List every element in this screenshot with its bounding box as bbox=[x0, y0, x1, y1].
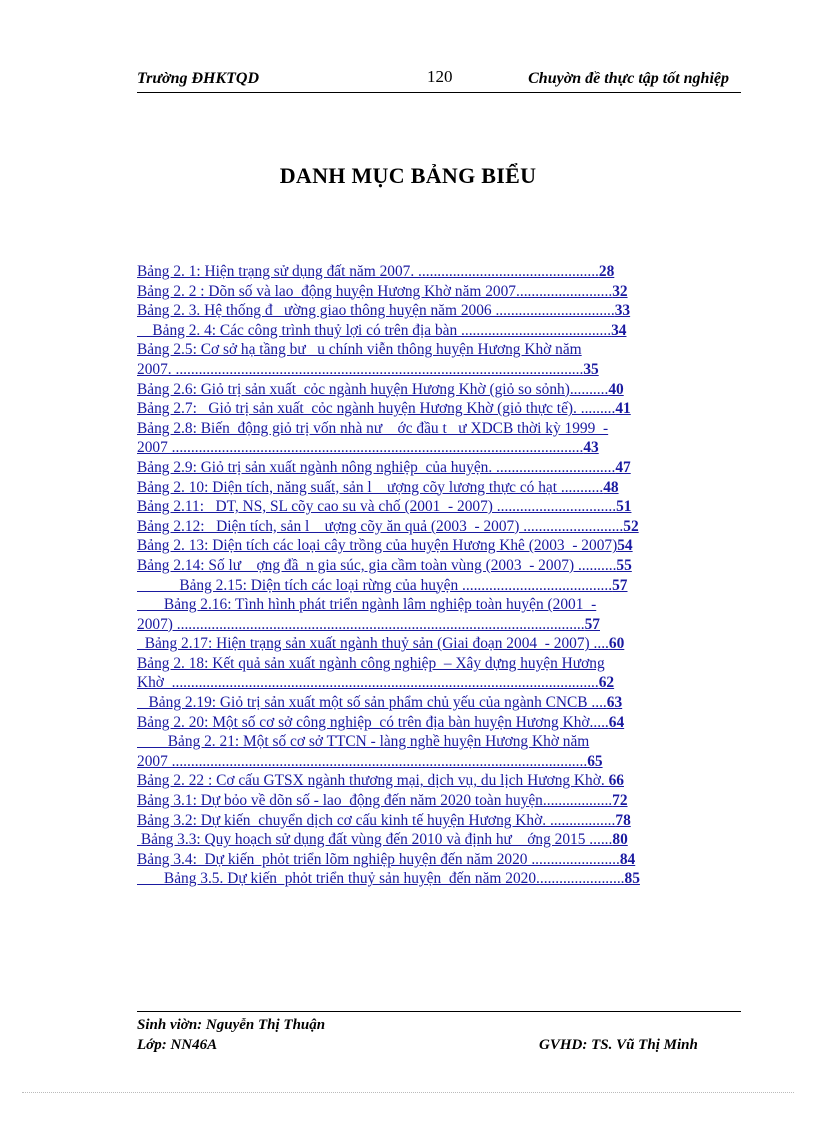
toc-entry-text: Bảng 2. 20: Một số cơ sở công nghiệp có trên địa bàn huyện Hương Khờ..... bbox=[137, 713, 609, 731]
toc-entry-page-number: 62 bbox=[598, 674, 615, 692]
toc-entry-page-number: 40 bbox=[608, 380, 624, 398]
toc-entry-text: 2007 ........................................................................................................... bbox=[137, 439, 584, 457]
table-of-tables bbox=[137, 262, 747, 889]
toc-entry-text: Bảng 3.2: Dự kiến chuyển dịch cơ cấu kinh tế huyện Hương Khờ. ................. bbox=[137, 811, 616, 829]
toc-entry-link[interactable] bbox=[137, 301, 747, 321]
toc-entry-link[interactable] bbox=[137, 869, 747, 889]
student-name: Sinh viờn: Nguyễn Thị Thuận bbox=[137, 1017, 326, 1033]
toc-entry-page-number: 84 bbox=[619, 850, 636, 868]
document-type: Chuyờn đề thực tập tốt nghiệp bbox=[528, 70, 729, 87]
toc-entry-link[interactable] bbox=[137, 399, 747, 419]
toc-entry-text: Bảng 2. 4: Các công trình thuỷ lợi có trên địa bàn ....................................... bbox=[137, 321, 612, 339]
toc-entry-text: Bảng 2. 18: Kết quả sản xuất ngành công nghiệp – Xây dựng huyện Hương bbox=[137, 654, 605, 672]
toc-entry-text: Bảng 2. 21: Một số cơ sở TTCN - làng nghề huyện Hương Khờ năm bbox=[137, 733, 590, 751]
toc-entry-page-number: 85 bbox=[624, 870, 640, 888]
toc-entry-link[interactable] bbox=[137, 811, 747, 831]
toc-entry-link[interactable] bbox=[137, 752, 747, 772]
toc-entry-page-number: 66 bbox=[608, 772, 624, 790]
toc-entry-link[interactable] bbox=[137, 693, 747, 713]
toc-entry-text: Bảng 3.4: Dự kiến phỏt triển lõm nghiệp huyện đến năm 2020 ....................... bbox=[137, 850, 620, 868]
toc-entry-link[interactable] bbox=[137, 615, 747, 635]
toc-entry-link[interactable] bbox=[137, 673, 747, 693]
toc-entry-page-number: 80 bbox=[612, 831, 628, 849]
toc-entry-text: Bảng 2. 22 : Cơ cấu GTSX ngành thương mại, dịch vụ, du lịch Hương Khờ. bbox=[137, 772, 609, 790]
toc-entry-text: Bảng 2.12: Diện tích, sản l ượng cõy ăn quả (2003 - 2007) .......................... bbox=[137, 517, 624, 535]
toc-entry-page-number: 32 bbox=[612, 282, 628, 300]
toc-entry-text: Bảng 3.3: Quy hoạch sử dụng đất vùng đến 2010 và định hư ớng 2015 ...... bbox=[137, 831, 613, 849]
toc-entry-page-number: 47 bbox=[615, 458, 631, 476]
toc-entry-text: Bảng 2. 2 : Dõn số và lao động huyện Hương Khờ năm 2007......................... bbox=[137, 282, 613, 300]
toc-entry-link[interactable] bbox=[137, 576, 747, 596]
toc-entry-text: Bảng 2.15: Diện tích các loại rừng của huyện ....................................... bbox=[137, 576, 613, 594]
toc-entry-page-number: 35 bbox=[583, 360, 599, 378]
toc-entry-link[interactable] bbox=[137, 478, 747, 498]
toc-entry-page-number: 78 bbox=[615, 811, 631, 829]
toc-entry-link[interactable] bbox=[137, 850, 747, 870]
toc-entry-page-number: 54 bbox=[617, 537, 633, 555]
toc-entry-link[interactable] bbox=[137, 321, 747, 341]
toc-entry-page-number: 43 bbox=[583, 439, 599, 457]
toc-entry-text: Bảng 2.11: DT, NS, SL cõy cao su và chố (2001 - 2007) ............................... bbox=[137, 498, 617, 516]
toc-entry-text: Bảng 2.19: Giỏ trị sản xuất một số sản phẩm chủ yếu của ngành CNCB .... bbox=[137, 694, 607, 712]
toc-entry-page-number: 33 bbox=[614, 302, 631, 320]
toc-entry-page-number: 72 bbox=[612, 792, 628, 810]
toc-entry-text: 2007 ............................................................................................................ bbox=[137, 752, 588, 770]
toc-entry-page-number: 51 bbox=[616, 498, 632, 516]
toc-entry-page-number: 48 bbox=[603, 478, 619, 496]
toc-entry-link[interactable] bbox=[137, 830, 747, 850]
toc-entry-link[interactable] bbox=[137, 713, 747, 733]
toc-entry-page-number: 57 bbox=[584, 615, 600, 633]
toc-entry-text: Bảng 2.14: Số lư ợng đầ n gia súc, gia cầm toàn vùng (2003 - 2007) .......... bbox=[137, 556, 617, 574]
advisor-name: GVHD: TS. Vũ Thị Minh bbox=[539, 1037, 698, 1053]
toc-entry-link[interactable] bbox=[137, 634, 747, 654]
page-footer bbox=[137, 1011, 741, 1057]
toc-entry-page-number: 34 bbox=[611, 321, 627, 339]
toc-entry-link[interactable] bbox=[137, 380, 747, 400]
page-number: 120 bbox=[427, 67, 453, 86]
toc-entry-link[interactable] bbox=[137, 654, 747, 674]
toc-entry-page-number: 65 bbox=[587, 752, 603, 770]
toc-entry-page-number: 57 bbox=[612, 576, 628, 594]
toc-entry-link[interactable] bbox=[137, 497, 747, 517]
toc-entry-link[interactable] bbox=[137, 340, 747, 360]
school-name: Trường ĐHKTQD bbox=[137, 70, 260, 87]
toc-entry-text: Bảng 2. 3. Hệ thống đ ường giao thông huyện năm 2006 ............................... bbox=[137, 302, 615, 320]
toc-entry-text: Bảng 2.8: Biến động giỏ trị vốn nhà nư ớc đầu t ư XDCB thời kỳ 1999 - bbox=[137, 419, 609, 437]
toc-entry-link[interactable] bbox=[137, 438, 747, 458]
toc-entry-page-number: 41 bbox=[615, 400, 631, 418]
toc-entry-text: Bảng 3.1: Dự bỏo về dõn số - lao động đến năm 2020 toàn huyện.................. bbox=[137, 792, 613, 810]
toc-entry-link[interactable] bbox=[137, 360, 747, 380]
toc-entry-text: 2007. .......................................................................................................... bbox=[137, 360, 584, 378]
toc-entry-link[interactable] bbox=[137, 556, 747, 576]
class-name: Lớp: NN46A bbox=[137, 1037, 218, 1053]
toc-entry-text: Bảng 2.6: Giỏ trị sản xuất cỏc ngành huyện Hương Khờ (giỏ so sỏnh).......... bbox=[137, 380, 609, 398]
toc-entry-page-number: 63 bbox=[606, 694, 623, 712]
toc-entry-text: Bảng 2.7: Giỏ trị sản xuất cỏc ngành huyện Hương Khờ (giỏ thực tế). ......... bbox=[137, 400, 616, 418]
toc-entry-link[interactable] bbox=[137, 517, 747, 537]
toc-entry-link[interactable] bbox=[137, 419, 747, 439]
toc-entry-text: Bảng 2. 13: Diện tích các loại cây trồng của huyện Hương Khê (2003 - 2007) bbox=[137, 537, 618, 555]
toc-entry-text: Bảng 2.16: Tình hình phát triển ngành lâm nghiệp toàn huyện (2001 - bbox=[137, 596, 597, 614]
toc-entry-link[interactable] bbox=[137, 732, 747, 752]
page-title: DANH MỤC BẢNG BIỂU bbox=[279, 163, 537, 188]
toc-entry-text: Bảng 2. 10: Diện tích, năng suất, sản l ượng cõy lương thực có hạt ........... bbox=[137, 478, 604, 496]
toc-entry-text: Bảng 2. 1: Hiện trạng sử dụng đất năm 2007. ............................................... bbox=[137, 263, 599, 280]
toc-entry-text: Bảng 3.5. Dự kiến phỏt triển thuỷ sản huyện đến năm 2020....................... bbox=[137, 870, 625, 888]
toc-entry-link[interactable] bbox=[137, 458, 747, 478]
toc-entry-text: Bảng 2.17: Hiện trạng sản xuất ngành thuỷ sản (Giai đoạn 2004 - 2007) .... bbox=[137, 635, 609, 653]
toc-entry-link[interactable] bbox=[137, 771, 747, 791]
toc-entry-page-number: 60 bbox=[608, 635, 625, 653]
toc-entry-page-number: 55 bbox=[616, 556, 632, 574]
toc-entry-text: Bảng 2.9: Giỏ trị sản xuất ngành nông nghiệp của huyện. ............................... bbox=[137, 458, 616, 476]
toc-entry-link[interactable] bbox=[137, 262, 747, 282]
toc-entry-text: Bảng 2.5: Cơ sở hạ tầng bư u chính viễn thông huyện Hương Khờ năm bbox=[137, 341, 582, 359]
toc-entry-page-number: 64 bbox=[608, 713, 625, 731]
toc-entry-link[interactable] bbox=[137, 282, 747, 302]
toc-entry-link[interactable] bbox=[137, 536, 747, 556]
toc-entry-page-number: 28 bbox=[598, 263, 615, 280]
toc-entry-page-number: 52 bbox=[623, 517, 639, 535]
page-header bbox=[137, 66, 741, 93]
page-bottom-border bbox=[22, 1092, 794, 1093]
toc-entry-text: Khờ ............................................................................................................... bbox=[137, 674, 599, 692]
toc-entry-link[interactable] bbox=[137, 791, 747, 811]
toc-entry-text: 2007) .......................................................................................................... bbox=[137, 615, 585, 633]
toc-entry-link[interactable] bbox=[137, 595, 747, 615]
